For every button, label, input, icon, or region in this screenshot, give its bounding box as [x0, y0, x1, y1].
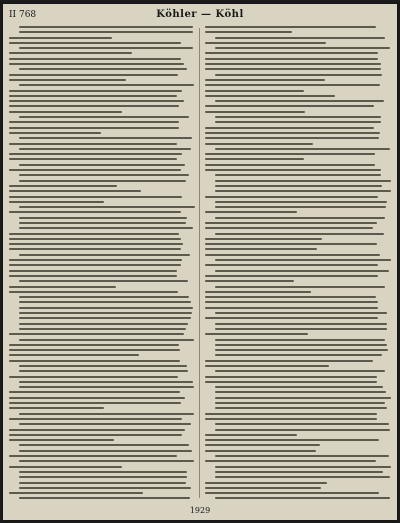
entry-text-line: [19, 497, 190, 499]
entry-text-line: [9, 434, 182, 436]
page-footer-year: 1929: [189, 506, 211, 515]
entry-text-line: [215, 180, 391, 182]
entry-text-line: [9, 397, 185, 399]
entry-text-line: [205, 444, 320, 446]
entry-text-line: [205, 317, 378, 319]
entry-text-line: [205, 248, 317, 250]
entry-text-line: [205, 158, 304, 160]
entry-text-line: [205, 376, 377, 378]
entry-text-line: [215, 397, 391, 399]
entry-text-line: [9, 105, 179, 107]
entry-text-line: [9, 58, 181, 60]
entry-text-line: [19, 312, 192, 314]
entry-text-line: [9, 238, 181, 240]
entry-text-line: [215, 402, 385, 404]
entry-text-line: [205, 264, 378, 266]
entry-text-line: [215, 74, 382, 76]
entry-text-line: [205, 169, 381, 171]
entry-text-line: [215, 471, 383, 473]
entry-text-line: [215, 386, 383, 388]
entry-text-line: [19, 164, 185, 166]
entry-text-line: [9, 79, 126, 81]
entry-text-line: [205, 153, 375, 155]
entry-text-line: [205, 63, 381, 65]
entry-text-line: [205, 84, 380, 86]
entry-text-line: [9, 42, 181, 44]
entry-text-line: [215, 339, 385, 341]
entry-text-line: [9, 127, 179, 129]
entry-text-line: [205, 90, 304, 92]
entry-text-line: [19, 381, 193, 383]
entry-text-line: [215, 206, 386, 208]
entry-text-line: [9, 185, 117, 187]
entry-text-line: [9, 264, 181, 266]
entry-text-line: [9, 407, 104, 409]
entry-text-line: [205, 164, 375, 166]
right-column: [205, 26, 391, 500]
entry-text-line: [19, 116, 189, 118]
entry-text-line: [205, 52, 378, 54]
entry-text-line: [9, 90, 182, 92]
entry-text-line: [19, 68, 187, 70]
entry-text-line: [9, 360, 180, 362]
entry-text-line: [205, 439, 379, 441]
entry-text-line: [215, 312, 387, 314]
entry-text-line: [9, 201, 104, 203]
entry-text-line: [9, 169, 181, 171]
entry-text-line: [19, 180, 186, 182]
entry-columns: [9, 26, 391, 500]
entry-text-line: [205, 222, 377, 224]
entry-text-line: [215, 148, 390, 150]
directory-page: [3, 4, 397, 520]
entry-text-line: [205, 31, 292, 33]
entry-text-line: [19, 328, 186, 330]
entry-text-line: [205, 418, 377, 420]
entry-text-line: [215, 466, 391, 468]
entry-text-line: [19, 482, 186, 484]
entry-text-line: [205, 487, 321, 489]
entry-text-line: [215, 354, 382, 356]
entry-text-line: [9, 429, 185, 431]
entry-text-line: [205, 137, 379, 139]
entry-text-line: [205, 95, 335, 97]
entry-text-line: [215, 455, 389, 457]
entry-text-line: [215, 328, 387, 330]
page-number: II 768: [9, 10, 37, 20]
entry-text-line: [215, 259, 391, 261]
entry-text-line: [205, 143, 313, 145]
entry-text-line: [9, 143, 177, 145]
entry-text-line: [9, 95, 177, 97]
entry-text-line: [205, 275, 378, 277]
entry-text-line: [205, 482, 327, 484]
entry-text-line: [215, 116, 381, 118]
entry-text-line: [205, 127, 374, 129]
entry-text-line: [215, 391, 386, 393]
entry-text-line: [9, 275, 177, 277]
entry-text-line: [9, 248, 181, 250]
entry-text-line: [205, 333, 308, 335]
entry-text-line: [9, 158, 177, 160]
entry-text-line: [215, 100, 384, 102]
entry-text-line: [19, 476, 187, 478]
page-header: [9, 9, 391, 25]
entry-text-line: [9, 233, 179, 235]
entry-text-line: [19, 450, 192, 452]
entry-text-line: [19, 148, 191, 150]
entry-text-line: [19, 460, 194, 462]
entry-text-line: [215, 201, 387, 203]
entry-text-line: [215, 217, 385, 219]
entry-text-line: [9, 74, 178, 76]
entry-text-line: [205, 296, 376, 298]
entry-text-line: [19, 222, 186, 224]
entry-text-line: [205, 132, 380, 134]
entry-text-line: [19, 307, 193, 309]
entry-text-line: [205, 79, 325, 81]
entry-text-line: [9, 196, 182, 198]
entry-text-line: [215, 476, 390, 478]
entry-text-line: [205, 42, 326, 44]
entry-text-line: [19, 47, 193, 49]
entry-text-line: [205, 413, 377, 415]
entry-text-line: [19, 217, 187, 219]
entry-text-line: [205, 450, 316, 452]
entry-text-line: [19, 301, 191, 303]
entry-text-line: [19, 423, 191, 425]
entry-text-line: [205, 492, 379, 494]
entry-text-line: [205, 196, 378, 198]
entry-text-line: [19, 84, 194, 86]
entry-text-line: [9, 63, 184, 65]
entry-text-line: [19, 31, 193, 33]
entry-text-line: [9, 344, 179, 346]
entry-text-line: [205, 365, 329, 367]
entry-text-line: [215, 370, 385, 372]
entry-text-line: [215, 349, 388, 351]
entry-text-line: [205, 460, 376, 462]
entry-text-line: [9, 333, 184, 335]
entry-text-line: [19, 471, 187, 473]
entry-text-line: [9, 111, 122, 113]
entry-text-line: [205, 243, 377, 245]
entry-text-line: [215, 407, 387, 409]
entry-text-line: [215, 497, 390, 499]
entry-text-line: [215, 286, 385, 288]
entry-text-line: [19, 413, 194, 415]
entry-text-line: [215, 344, 387, 346]
entry-text-line: [9, 466, 122, 468]
entry-text-line: [205, 291, 311, 293]
entry-text-line: [19, 26, 193, 28]
entry-text-line: [9, 211, 181, 213]
entry-text-line: [205, 381, 377, 383]
entry-text-line: [9, 270, 177, 272]
entry-text-line: [215, 121, 381, 123]
entry-text-line: [19, 296, 189, 298]
entry-text-line: [205, 307, 378, 309]
entry-text-line: [9, 190, 141, 192]
entry-text-line: [9, 349, 180, 351]
entry-text-line: [9, 402, 181, 404]
left-column: [9, 26, 195, 500]
entry-text-line: [215, 174, 381, 176]
entry-text-line: [205, 254, 380, 256]
running-head: Köhler — Köhl: [156, 9, 244, 20]
entry-text-line: [9, 37, 112, 39]
entry-text-line: [19, 254, 190, 256]
entry-text-line: [19, 174, 189, 176]
entry-text-line: [9, 291, 178, 293]
entry-text-line: [19, 317, 191, 319]
entry-text-line: [205, 360, 373, 362]
entry-text-line: [9, 52, 132, 54]
entry-text-line: [205, 26, 376, 28]
entry-text-line: [9, 354, 139, 356]
entry-text-line: [9, 100, 184, 102]
entry-text-line: [19, 370, 188, 372]
entry-text-line: [9, 132, 101, 134]
entry-text-line: [9, 121, 179, 123]
entry-text-line: [19, 339, 194, 341]
entry-text-line: [205, 58, 378, 60]
entry-text-line: [205, 68, 381, 70]
entry-text-line: [205, 105, 374, 107]
entry-text-line: [215, 185, 382, 187]
entry-text-line: [205, 111, 305, 113]
entry-text-line: [9, 376, 178, 378]
entry-text-line: [9, 391, 180, 393]
entry-text-line: [19, 280, 188, 282]
entry-text-line: [19, 386, 194, 388]
entry-text-line: [19, 487, 191, 489]
entry-text-line: [215, 423, 389, 425]
entry-text-line: [19, 137, 192, 139]
entry-text-line: [215, 429, 390, 431]
entry-text-line: [205, 301, 378, 303]
entry-text-line: [215, 233, 384, 235]
entry-text-line: [9, 455, 177, 457]
entry-text-line: [215, 37, 385, 39]
entry-text-line: [215, 323, 387, 325]
entry-text-line: [19, 227, 193, 229]
entry-text-line: [215, 47, 390, 49]
column-divider: [199, 28, 200, 498]
entry-text-line: [9, 286, 116, 288]
entry-text-line: [9, 418, 182, 420]
entry-text-line: [215, 190, 391, 192]
entry-text-line: [9, 243, 183, 245]
entry-text-line: [205, 434, 297, 436]
entry-text-line: [9, 492, 143, 494]
entry-text-line: [19, 206, 195, 208]
entry-text-line: [9, 259, 182, 261]
entry-text-line: [19, 323, 188, 325]
entry-text-line: [9, 153, 182, 155]
entry-text-line: [205, 211, 297, 213]
entry-text-line: [19, 365, 187, 367]
entry-text-line: [205, 238, 322, 240]
entry-text-line: [215, 270, 389, 272]
entry-text-line: [9, 439, 114, 441]
entry-text-line: [205, 280, 294, 282]
entry-text-line: [205, 227, 373, 229]
entry-text-line: [19, 444, 189, 446]
